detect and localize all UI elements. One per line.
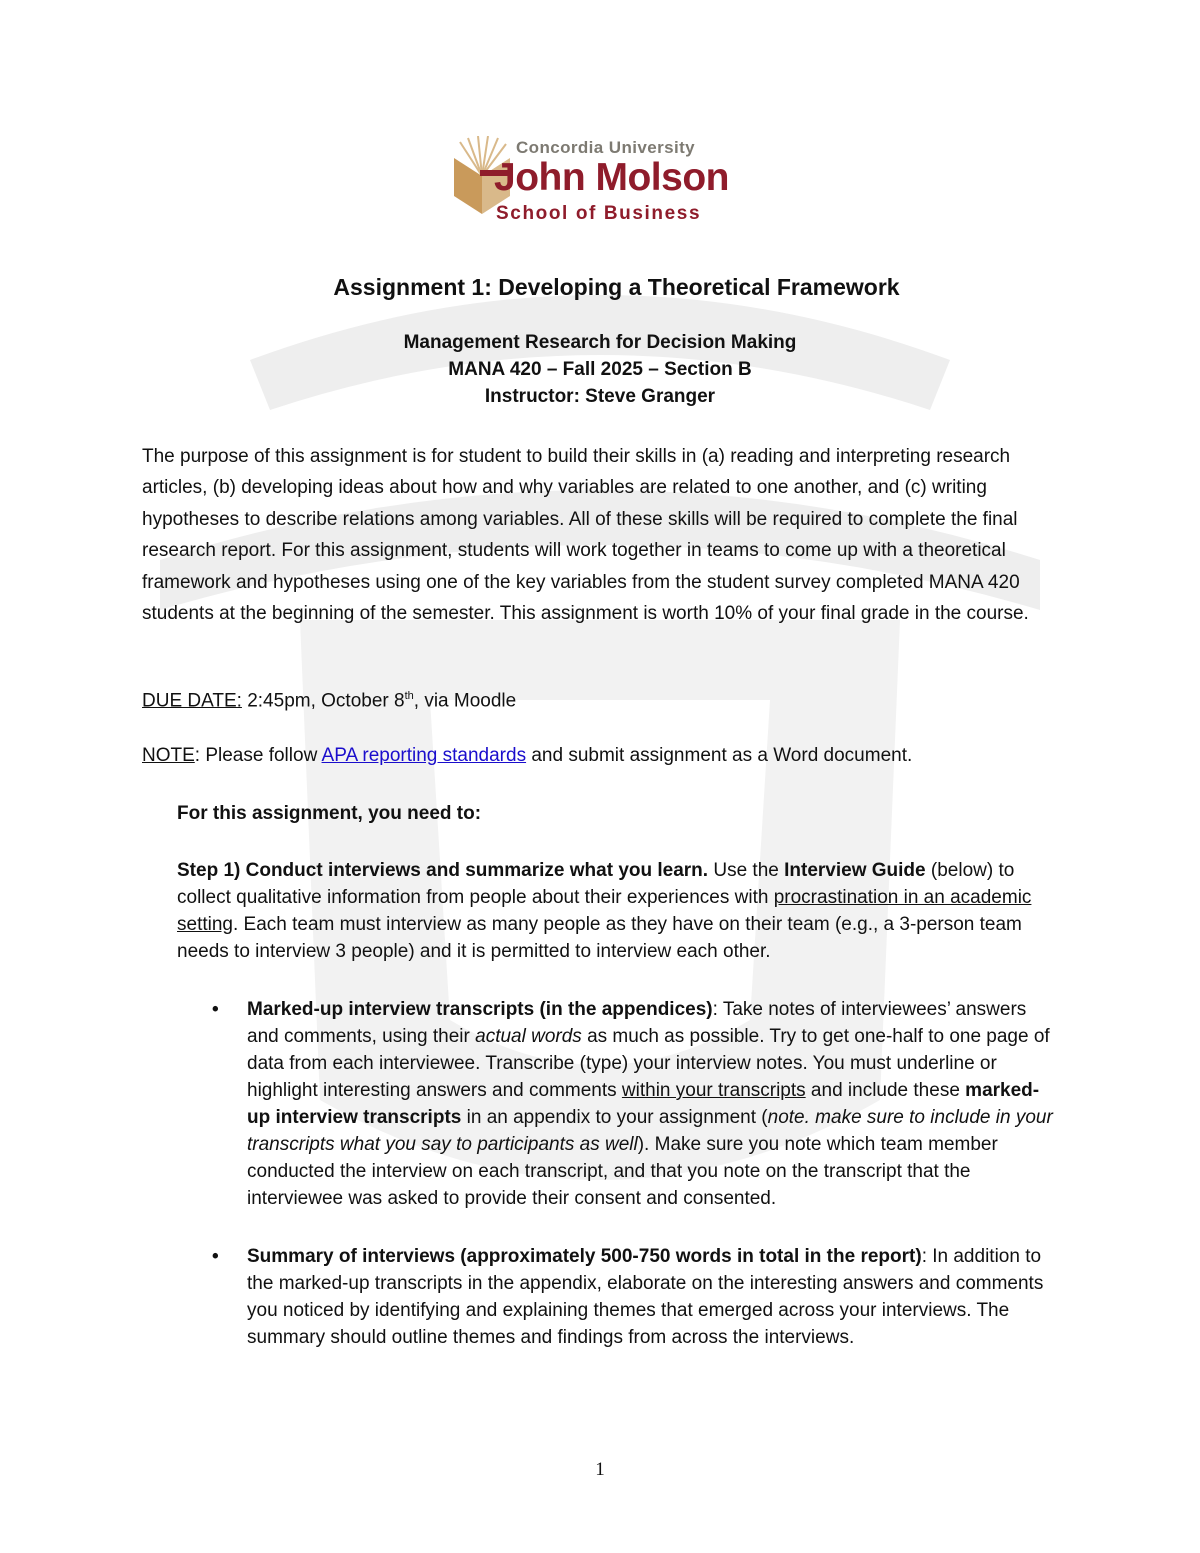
page-number: 1 <box>595 1459 605 1480</box>
interview-guide-term: Interview Guide <box>784 860 926 881</box>
bullet-transcripts-text-1: : Take notes of interviewees’ answers and comments, using their <box>247 999 1027 1047</box>
step1-text-3: . Each team must interview as many people as they have on their team (e.g., a 3-person team needs to interview 3 people) and it is permitted to interview each other. <box>177 914 1022 962</box>
bullet-summary-title: Summary of interviews (approximately 500-750 words in total in the report) <box>247 1246 922 1267</box>
assignment-title: Assignment 1: Developing a Theoretical Framework <box>333 274 900 300</box>
course-instructor: Instructor: Steve Granger <box>484 386 716 407</box>
bullet-summary <box>247 1243 1057 1351</box>
step1-text-1: Use the <box>708 860 785 881</box>
due-date-label: DUE DATE: <box>142 690 242 712</box>
note-line <box>142 745 912 767</box>
due-date-prefix: 2:45pm, October 8 <box>241 690 405 712</box>
procrastination-topic: procrastination in an academic setting <box>177 887 1032 935</box>
actual-words-emphasis: actual words <box>475 1026 582 1047</box>
step1-text-2: (below) to collect qualitative information from people about their experiences with <box>177 860 1015 908</box>
bullet-icon: • <box>212 999 219 1020</box>
logo-school-name: John Molson <box>494 156 729 199</box>
due-date-line <box>142 690 516 712</box>
bullet-summary-text: : In addition to the marked-up transcripts in the appendix, elaborate on the interesting answers and comments you noticed by identifying and explaining themes that emerged across your interviews. The summary should outline themes and findings from across the interviews. <box>247 1246 1044 1348</box>
due-date-suffix: , via Moodle <box>413 690 517 712</box>
note-label: NOTE <box>142 745 195 766</box>
marked-up-transcripts-term: marked-up interview transcripts <box>247 1080 1040 1128</box>
course-code: MANA 420 – Fall 2025 – Section B <box>448 359 752 380</box>
note-suffix: and submit assignment as a Word document. <box>526 745 913 766</box>
step1-title: Step 1) Conduct interviews and summarize what you learn. <box>177 860 709 881</box>
course-name: Management Research for Decision Making <box>403 332 797 353</box>
section-heading: For this assignment, you need to: <box>177 803 482 824</box>
purpose-paragraph: The purpose of this assignment is for student to build their skills in (a) reading and interpreting research articles, (b) developing ideas about how and why variables are related to one another, and (c) writing hypotheses to describe relations among variables. All of these skills will be required to complete the final research report. For this assignment, students will work together in teams to come up with a theoretical framework and hypotheses using one of the key variables from the student survey completed MANA 420 students at the beginning of the semester. This assignment is worth 10% of your final grade in the course. <box>142 446 1029 625</box>
due-date-ordinal: th <box>404 690 414 702</box>
bullet-transcripts-text-2: as much as possible. Try to get one-half to one page of data from each interviewee. Transcribe (type) your interview notes. You must underline or highlight interesting answers and comments <box>247 1026 1050 1101</box>
bullet-transcripts-text-5: ). Make sure you note which team member conducted the interview on each transcript, and that you note on the transcript that the interviewee was asked to provide their consent and consented. <box>247 1134 998 1209</box>
logo-school-type: School of Business <box>496 203 702 224</box>
within-transcripts-underlined: within your transcripts <box>621 1080 806 1101</box>
apa-standards-link[interactable]: APA reporting standards <box>321 745 527 766</box>
transcripts-note-italic: note. make sure to include in your transcripts what you say to participants as well <box>247 1107 1053 1155</box>
bullet-transcripts-text-3: and include these <box>805 1080 966 1101</box>
logo-university-name: Concordia University <box>516 138 695 157</box>
note-prefix: : Please follow <box>194 745 322 766</box>
bullet-transcripts-title: Marked-up interview transcripts (in the appendices) <box>247 999 713 1020</box>
bullet-transcripts-text-4: in an appendix to your assignment ( <box>461 1107 768 1128</box>
step1-paragraph <box>177 857 1047 965</box>
bullet-transcripts <box>247 996 1057 1212</box>
bullet-icon: • <box>212 1246 219 1267</box>
university-logo <box>452 130 729 230</box>
